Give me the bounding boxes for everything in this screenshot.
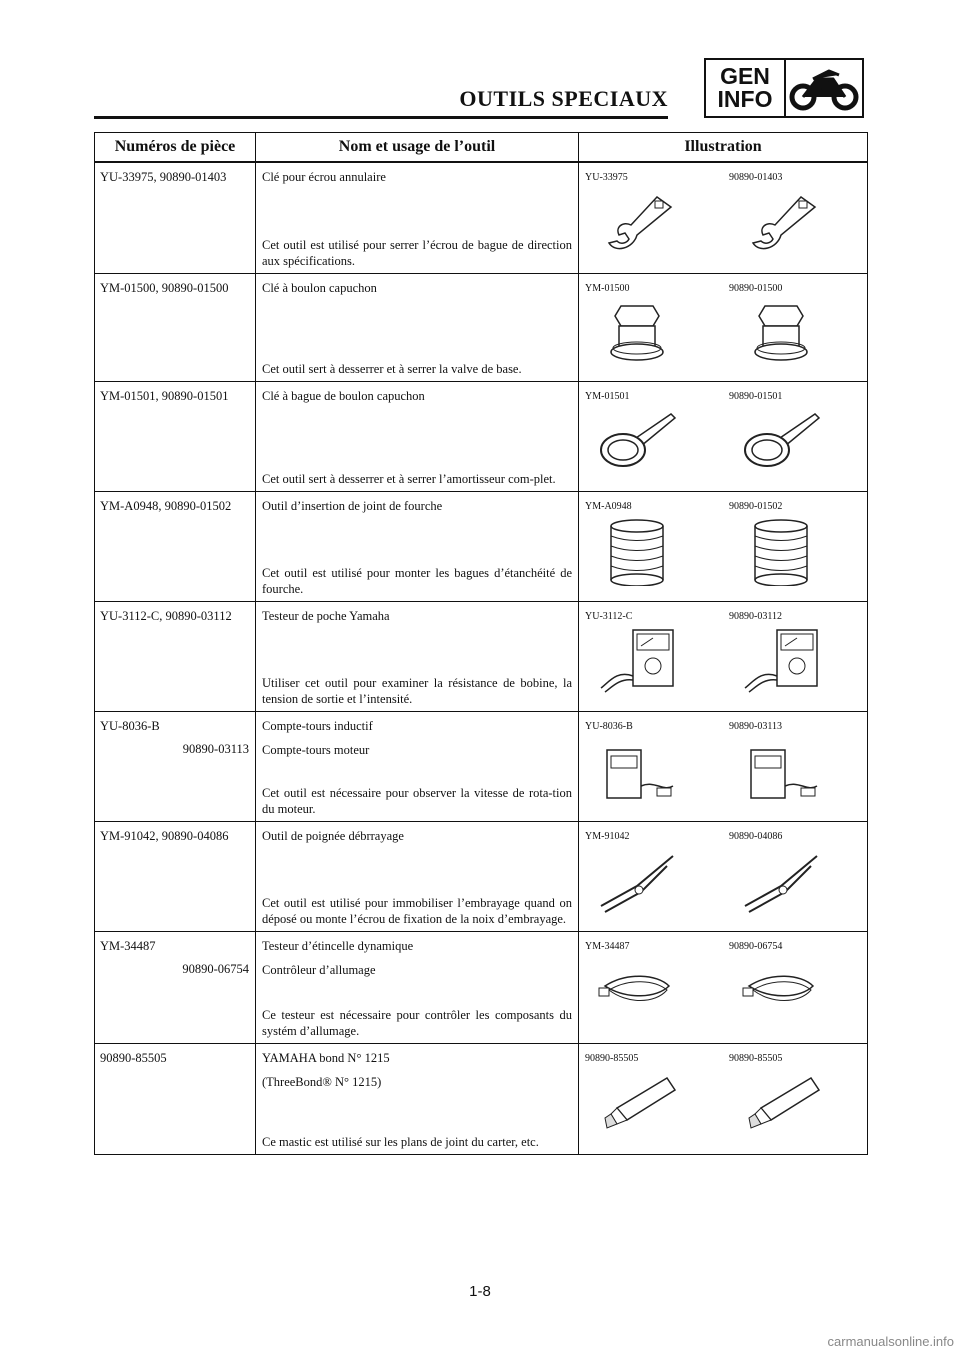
illustration-right [723, 163, 867, 273]
tool-name: Outil d’insertion de joint de fourche [262, 498, 443, 513]
badge-line-2: INFO [717, 86, 773, 112]
watermark: carmanualsonline.info [827, 1334, 954, 1349]
tool-usage: Cet outil sert à desserrer et à serrer l’amortisseur com-plet. [262, 471, 556, 486]
part-number-secondary: 90890-06754 [182, 961, 249, 976]
illustration-right [723, 712, 867, 821]
table-row [95, 601, 868, 711]
part-number: YM-A0948, 90890-01502 [100, 498, 232, 513]
part-number-cell [95, 273, 256, 381]
part-number: YM-01501, 90890-01501 [100, 388, 229, 403]
table-row [95, 931, 868, 1043]
illustration-left [579, 492, 723, 601]
illustration-right [723, 492, 867, 601]
tool-name-cell [256, 273, 579, 381]
illustration-label: 90890-04086 [729, 830, 783, 842]
tool-name-cell [256, 601, 579, 711]
illustration-right [723, 602, 867, 711]
table-row [95, 821, 868, 931]
illustration-left [579, 1044, 723, 1154]
tool-name: YAMAHA bond N° 1215 [262, 1050, 390, 1065]
page-number: 1-8 [469, 1283, 491, 1300]
tool-name-secondary: Compte-tours moteur [262, 742, 370, 757]
illustration-cell [579, 931, 868, 1043]
tool-name: Clé à boulon capuchon [262, 280, 377, 295]
part-number: YU-33975, 90890-01403 [100, 170, 227, 184]
illustration-right [723, 382, 867, 491]
illustration-label: YM-34487 [585, 940, 630, 952]
illustration-label: 90890-85505 [585, 1052, 639, 1064]
tool-name: Testeur d’étincelle dynamique [262, 938, 414, 953]
illustration-label: YM-A0948 [585, 500, 632, 512]
table-row [95, 491, 868, 601]
tool-name-cell [256, 491, 579, 601]
part-number: YM-91042, 90890-04086 [100, 828, 229, 843]
header-part-number: Numéros de pièce [95, 133, 256, 163]
part-number-cell [95, 162, 256, 273]
part-number: YU-3112-C, 90890-03112 [100, 608, 232, 623]
badge-line-1: GEN [720, 63, 770, 89]
tool-name-cell [256, 821, 579, 931]
tool-name: Clé pour écrou annulaire [262, 170, 386, 184]
illustration-cell [579, 273, 868, 381]
motorcycle-icon [786, 60, 862, 116]
section-badge [704, 58, 864, 118]
illustration-label: 90890-06754 [729, 940, 783, 952]
illustration-cell [579, 162, 868, 273]
illustration-label: YM-01500 [585, 282, 630, 294]
part-number: 90890-85505 [100, 1050, 167, 1065]
illustration-left [579, 602, 723, 711]
gen-info-label [706, 60, 786, 116]
illustration-right [723, 932, 867, 1043]
tool-usage: Utiliser cet outil pour examiner la résistance de bobine, la tension de sortie et l’intensité. [262, 675, 572, 706]
illustration-label: 90890-01501 [729, 390, 783, 402]
part-number-cell [95, 491, 256, 601]
illustration-label: 90890-03112 [729, 610, 782, 622]
tool-name: Compte-tours inductif [262, 718, 373, 733]
illustration-label: 90890-01500 [729, 282, 783, 294]
tool-usage: Cet outil sert à desserrer et à serrer la valve de base. [262, 361, 522, 376]
table-header-row [95, 133, 868, 163]
illustration-label: 90890-01403 [729, 172, 783, 183]
tool-name-cell [256, 711, 579, 821]
table-row [95, 381, 868, 491]
tool-name: Testeur de poche Yamaha [262, 608, 390, 623]
illustration-cell [579, 381, 868, 491]
illustration-left [579, 712, 723, 821]
tool-name: Outil de poignée débrrayage [262, 828, 404, 843]
illustration-left [579, 932, 723, 1043]
table-row [95, 162, 868, 273]
title-rule [94, 116, 668, 119]
part-number: YM-34487 [100, 938, 156, 953]
table-row [95, 1043, 868, 1154]
illustration-label: YU-3112-C [585, 610, 633, 622]
table-row [95, 711, 868, 821]
illustration-label: YM-91042 [585, 830, 630, 842]
tool-name: Clé à bague de boulon capuchon [262, 388, 425, 403]
illustration-cell [579, 821, 868, 931]
tool-usage: Cet outil est nécessaire pour observer la vitesse de rota-tion du moteur. [262, 785, 572, 816]
illustration-label: YM-01501 [585, 390, 630, 402]
part-number-cell [95, 711, 256, 821]
illustration-right [723, 274, 867, 381]
header-illustration: Illustration [579, 133, 868, 163]
illustration-label: YU-33975 [585, 172, 628, 183]
part-number-cell [95, 381, 256, 491]
illustration-cell [579, 601, 868, 711]
tool-name-secondary: (ThreeBond® N° 1215) [262, 1074, 382, 1089]
special-tools-table [94, 132, 868, 1155]
tool-name-cell [256, 1043, 579, 1154]
page-title: OUTILS SPECIAUX [459, 86, 668, 111]
tool-usage: Cet outil est utilisé pour monter les bagues d’étanchéité de fourche. [262, 565, 572, 596]
illustration-label: 90890-85505 [729, 1052, 783, 1064]
tool-usage: Cet outil est utilisé pour serrer l’écrou de bague de direction aux spécifications. [262, 237, 572, 268]
illustration-label: 90890-01502 [729, 500, 783, 512]
tool-name-secondary: Contrôleur d’allumage [262, 962, 376, 977]
illustration-left [579, 822, 723, 931]
tool-usage: Ce testeur est nécessaire pour contrôler les composants du systém d’allumage. [262, 1007, 572, 1038]
tool-name-cell [256, 931, 579, 1043]
illustration-label: 90890-03113 [729, 720, 782, 732]
part-number-cell [95, 931, 256, 1043]
tool-usage: Ce mastic est utilisé sur les plans de joint du carter, etc. [262, 1134, 539, 1149]
part-number: YU-8036-B [100, 718, 160, 733]
illustration-cell [579, 491, 868, 601]
header-tool-name: Nom et usage de l’outil [256, 133, 579, 163]
illustration-left [579, 274, 723, 381]
part-number-cell [95, 821, 256, 931]
illustration-right [723, 1044, 867, 1154]
part-number-secondary: 90890-03113 [182, 741, 249, 756]
part-number-cell [95, 1043, 256, 1154]
tool-usage: Cet outil est utilisé pour immobiliser l’embrayage quand on déposé ou monte l’écrou de fixation de la noix d’embrayage. [262, 895, 572, 926]
tool-name-cell [256, 162, 579, 273]
table-row [95, 273, 868, 381]
part-number-cell [95, 601, 256, 711]
tool-name-cell [256, 381, 579, 491]
part-number: YM-01500, 90890-01500 [100, 280, 229, 295]
illustration-label: YU-8036-B [585, 720, 633, 732]
illustration-left [579, 382, 723, 491]
illustration-cell [579, 1043, 868, 1154]
illustration-left [579, 163, 723, 273]
page-header [94, 58, 864, 122]
illustration-cell [579, 711, 868, 821]
illustration-right [723, 822, 867, 931]
